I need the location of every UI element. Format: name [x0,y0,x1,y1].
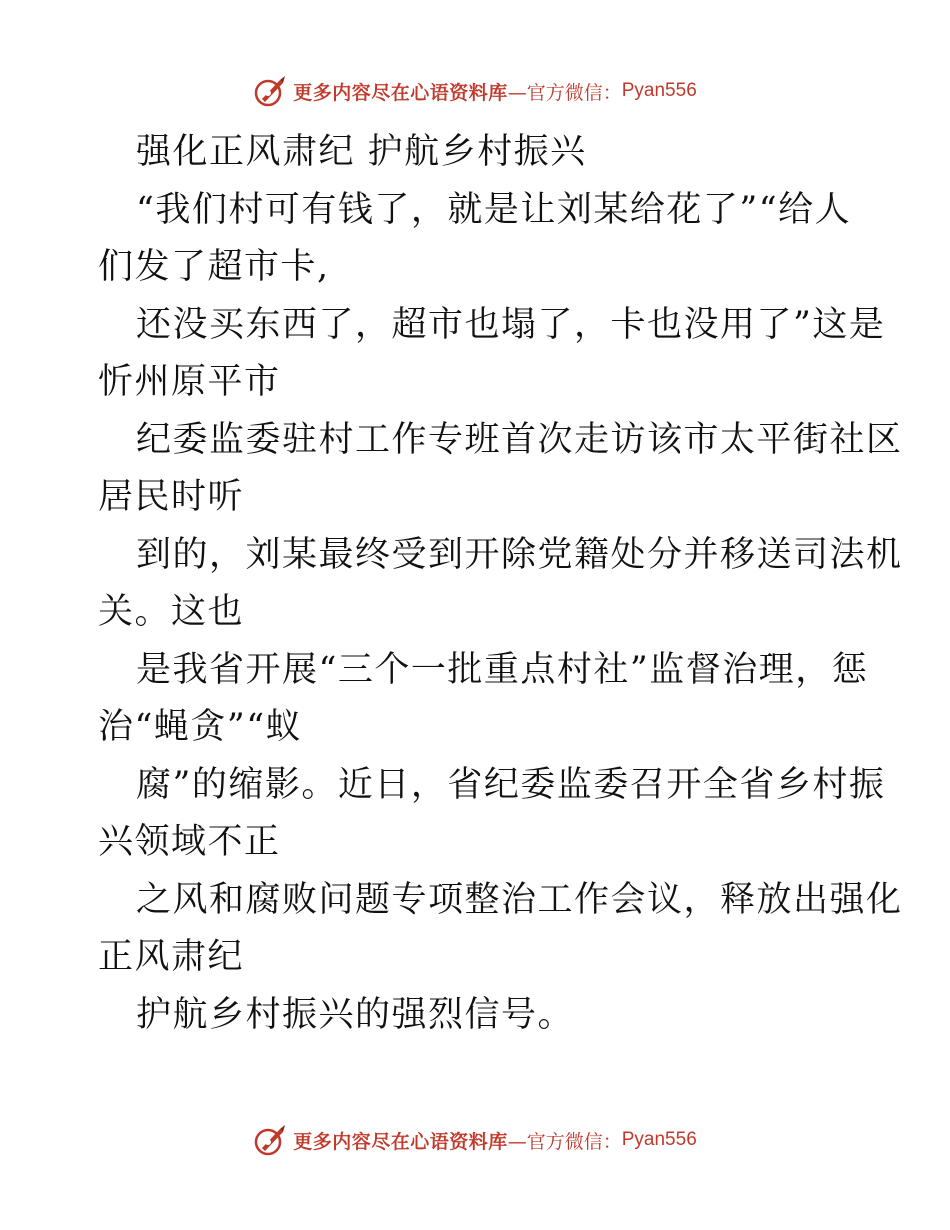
text-line: 是我省开展“三个一批重点村社”监督治理，惩 [136,649,869,690]
text-line: 腐”的缩影。近日，省纪委监委召开全省乡村振 [136,764,886,805]
document-title: 强化正风肃纪 护航乡村振兴 [136,132,587,172]
text-line: 之风和腐败问题专项整治工作会议，释放出强化 [136,879,903,920]
header-watermark [0,71,950,111]
text-line: 兴领域不正 [98,822,281,862]
text-line: 纪委监委驻村工作专班首次走访该市太平街社区 [136,419,903,460]
text-line: 关。这也 [98,592,245,632]
text-line: 居民时听 [98,477,245,517]
text-line: 护航乡村振兴的强烈信号。 [136,994,575,1035]
text-line: “我们村可有钱了，就是让刘某给花了”“给人 [136,189,852,230]
watermark-wechat-id: Pyan556 [621,80,697,101]
text-line: 们发了超市卡, [98,247,330,287]
watermark-sub-text: —官方微信： [507,1130,622,1153]
quill-pen-logo-icon [253,74,287,108]
text-line: 忻州原平市 [98,362,281,402]
text-line: 到的，刘某最终受到开除党籍处分并移送司法机 [136,534,903,575]
text-line: 还没买东西了，超市也塌了，卡也没用了”这是 [136,304,886,345]
footer-watermark [0,1120,950,1160]
watermark-main-text: 更多内容尽在心语资料库 [293,81,508,104]
watermark-main-text: 更多内容尽在心语资料库 [293,1130,508,1153]
quill-pen-logo-icon [253,1123,287,1157]
text-line: 治“蝇贪”“蚁 [98,707,303,747]
watermark-wechat-id: Pyan556 [621,1129,697,1150]
watermark-sub-text: —官方微信： [507,81,622,104]
text-line: 正风肃纪 [98,937,245,977]
document-body [98,124,903,1044]
